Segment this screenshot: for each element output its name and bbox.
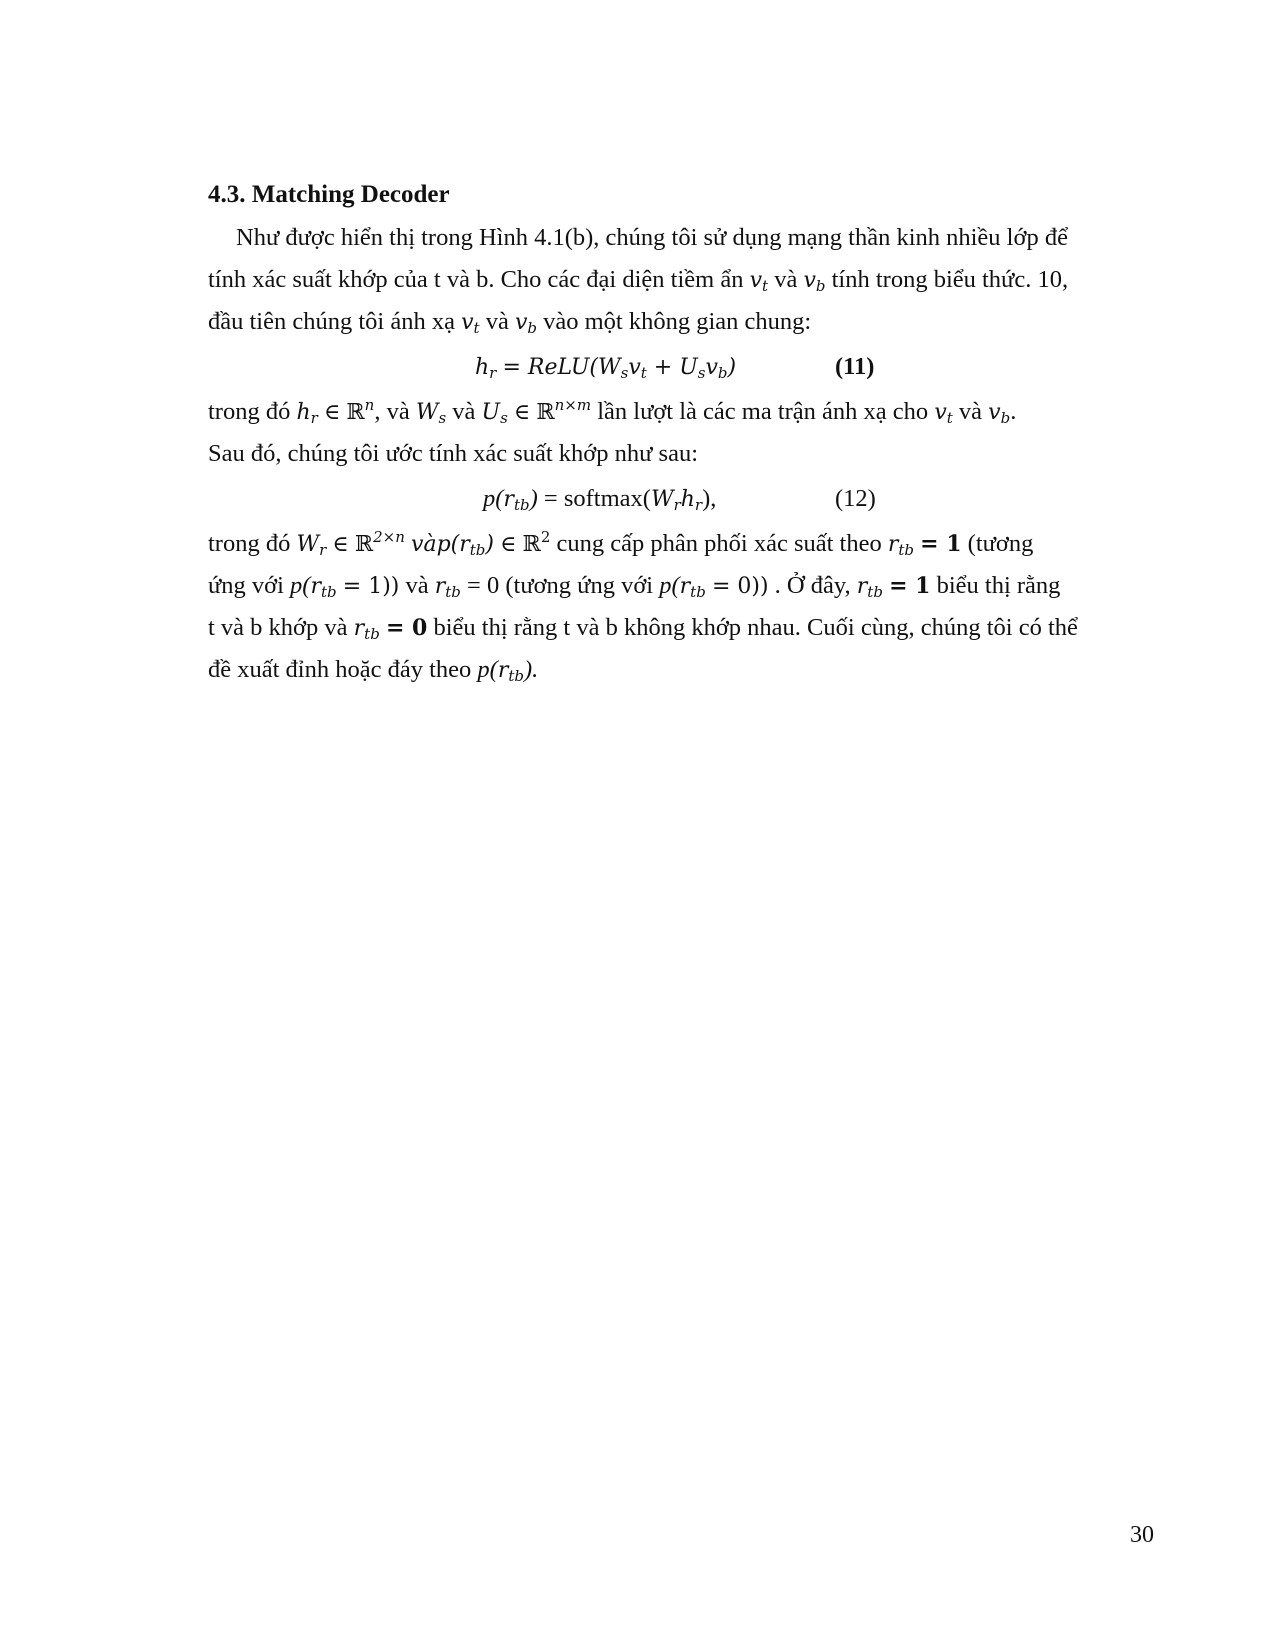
text: tính xác suất khớp của t và b. Cho các đại diện tiềm ẩn [208,266,744,293]
element-of-symbol: ∈ [513,400,531,425]
math-p-r-tb: $p(r_{tb})$ [436,532,494,559]
reals-symbol: ℝ$^{n\times m}$ [536,396,592,425]
math-v-t: $v_t$ [749,268,769,295]
text: biểu thị rằng t và b không khớp nhau. Cuối cùng, chúng tôi có thể [433,614,1078,641]
text: trong đó [208,530,291,557]
paragraph-3-line-1 [208,529,1160,560]
math-u-s: $U_s$ [481,400,508,427]
paragraph-1-line-1: Như được hiển thị trong Hình 4.1(b), chúng tôi sử dụng mạng thần kinh nhiều lớp để [236,224,1068,251]
reals-symbol: ℝ$^n$ [346,396,375,425]
equation-11 [475,352,736,383]
text: và [485,308,509,335]
section-heading: 4.3. Matching Decoder [208,181,450,208]
math-close: ) [727,355,737,380]
math-v-b: $v_b$ [514,310,537,337]
math-h-r: $h_r$ [475,355,497,382]
math-w-s: $W_s$ [415,400,447,427]
equation-12 [483,484,716,515]
text: đề xuất đỉnh hoặc đáy theo [208,656,472,683]
math-eq-1: = 1 [920,531,962,557]
text: lần lượt là các ma trận ánh xạ cho [597,398,929,425]
math-eq-0: = 0)) [711,574,769,599]
reals-symbol: ℝ$^{2\times n}$ [354,528,405,557]
text: và [774,266,798,293]
math-p-r-tb: p( [477,656,498,683]
math-r-tb: $r_{tb}$ [434,574,461,601]
math-relu: = ReLU( [502,355,599,380]
math-plus: + [646,355,680,380]
page-number: 30 [1130,1522,1154,1548]
math-p: p( [659,572,680,599]
math-va: và [411,532,437,557]
math-softmax: = softmax( [537,485,651,512]
paragraph-1-line-3 [208,307,1160,338]
element-of-symbol: ∈ [500,532,517,557]
text: . [1010,398,1017,425]
math-r-tb: $r_{tb}$ [497,658,525,685]
paragraph-3-line-2 [208,571,1160,602]
equation-11-number: (11) [835,353,875,380]
reals-symbol: ℝ$^2$ [522,528,551,557]
math-v-b: $v_b$ [988,400,1011,427]
math-close: ), [702,485,717,512]
math-u-s: $U_s$ [679,355,706,382]
math-p: p( [483,485,504,512]
text: và [958,398,983,425]
math-eq-1: = 1 [889,573,931,599]
math-h-r: $h_r$ [680,487,703,514]
text: và [405,572,429,599]
math-v-t: $v_t$ [628,355,647,382]
text: trong đó [208,398,291,425]
text: (tương [967,530,1034,557]
element-of-symbol: ∈ [332,532,349,557]
text: . Ở đây, [774,572,851,599]
equation-12-number: (12) [835,485,876,512]
math-w-r: $W_r$ [650,487,681,514]
text: và [452,398,476,425]
text: vào một không gian chung: [543,308,812,335]
text: tính trong biểu thức. 10, [831,266,1069,293]
math-paren: ) [529,485,538,512]
math-r-tb: $r_{tb}$ [310,574,337,601]
text: , và [374,398,410,425]
text: biểu thị rằng [936,572,1061,599]
math-r-tb: $r_{tb}$ [503,487,530,514]
paragraph-2-line-2: Sau đó, chúng tôi ước tính xác suất khớp như sau: [208,440,698,467]
math-r-tb: $r_{tb}$ [679,574,706,601]
math-p: p( [290,572,311,599]
paragraph-1-line-2 [208,265,1160,296]
math-v-t: $v_t$ [461,310,480,337]
paragraph-2-line-1 [208,397,1160,428]
text: = 0 (tương ứng với [467,572,654,599]
paragraph-3-line-4 [208,655,1160,686]
text: cung cấp phân phối xác suất theo [556,530,882,557]
element-of-symbol: ∈ [323,400,341,425]
text: ). [524,656,539,683]
math-eq-0: = 0 [385,615,428,641]
math-h-r: $h_r$ [296,400,318,427]
text: t và b khớp và [208,614,348,641]
math-r-tb: $r_{tb}$ [353,616,380,643]
math-eq-1: = 1)) [342,574,400,599]
math-w-s: $W_s$ [598,355,629,382]
math-v-b: $v_b$ [803,268,826,295]
text: ứng với [208,572,284,599]
text: đầu tiên chúng tôi ánh xạ [208,308,455,335]
paragraph-3-line-3 [208,613,1160,644]
math-w-r: $W_r$ [296,532,327,559]
math-v-t: $v_t$ [934,400,953,427]
math-r-tb: $r_{tb}$ [856,574,883,601]
math-r-tb: $r_{tb}$ [887,532,915,559]
math-v-b: $v_b$ [705,355,728,382]
